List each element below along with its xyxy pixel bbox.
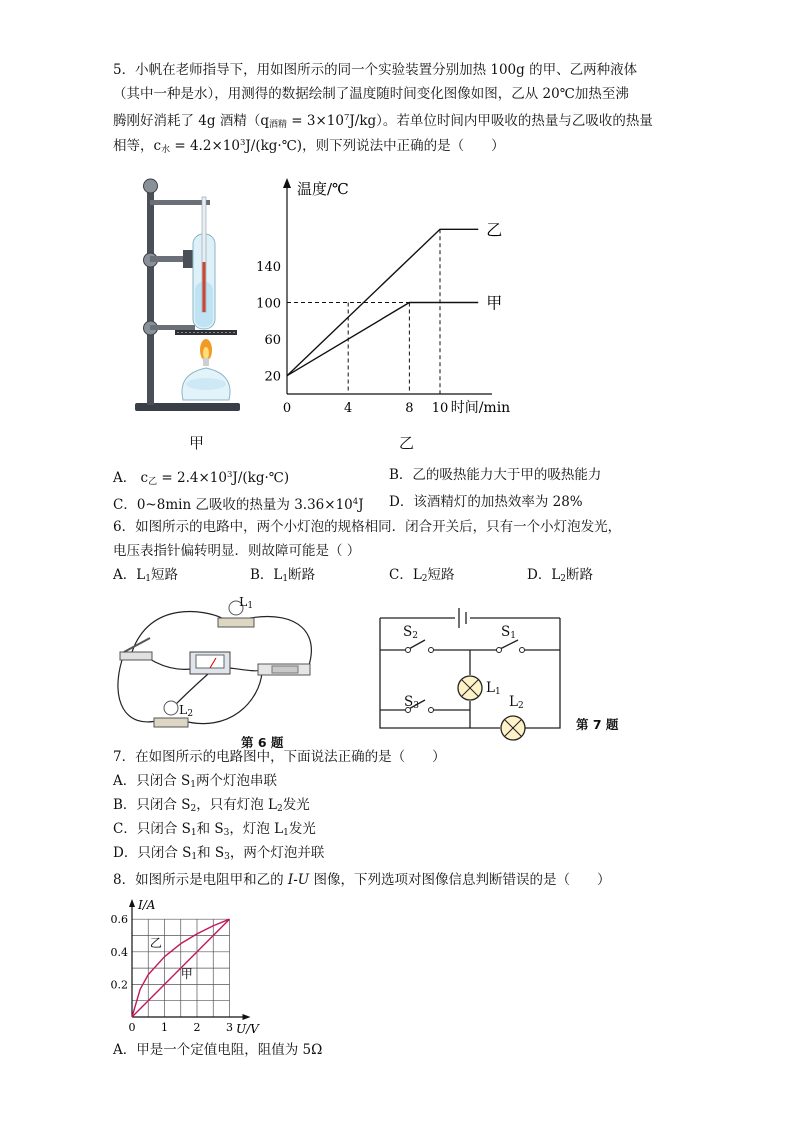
q7-figure-caption: 第 7 题 bbox=[576, 717, 619, 732]
q6-option-b[interactable]: B．$L_1$断路 bbox=[250, 567, 316, 584]
graph-caption: 乙 bbox=[399, 434, 415, 452]
series-label-甲: 甲 bbox=[180, 966, 193, 981]
x-tick-label: 4 bbox=[344, 401, 353, 416]
y-axis-arrow bbox=[283, 178, 291, 188]
x-tick-label: 0 bbox=[282, 401, 292, 416]
q5-option-b[interactable]: B．乙的吸热能力大于甲的吸热能力 bbox=[389, 467, 602, 483]
voltmeter-icon bbox=[190, 652, 230, 674]
q7-label-s3: $S_3$ bbox=[404, 694, 419, 711]
current-voltage-chart bbox=[110, 895, 280, 1040]
q5-stem-line4: 相等，$c_水$ = $4.2\times 10^3J/(kg\cdot℃)$，则下列说法中正确的是（ ） bbox=[113, 138, 505, 155]
x-axis-label: 时间/min bbox=[450, 400, 511, 416]
apparatus-caption: 甲 bbox=[189, 434, 205, 452]
q6-stem-line2: 电压表指针偏转明显．则故障可能是（ ） bbox=[113, 543, 361, 559]
q5-stem-line1: 5．小帆在老师指导下，用如图所示的同一个实验装置分别加热 100g 的甲、乙两种液体 bbox=[113, 62, 638, 78]
q7-label-s2: $S_2$ bbox=[403, 624, 418, 641]
q6-stem-line1: 6．如图所示的电路中，两个小灯泡的规格相同．闭合开关后，只有一个小灯泡发光， bbox=[113, 519, 622, 535]
q8-option-a[interactable]: A．甲是一个定值电阻，阻值为 5Ω bbox=[113, 1042, 323, 1058]
q7-option-c[interactable]: C．只闭合 $S_1$和 $S_3$，灯泡 $L_1$发光 bbox=[113, 821, 316, 838]
y-tick-label: 0.6 bbox=[110, 913, 128, 927]
q8-stem: 8．如图所示是电阻甲和乙的 I-U 图像，下列选项对图像信息判断错误的是（ ） bbox=[113, 872, 611, 888]
q5-stem-line3: 腾刚好消耗了 4g 酒精$(q_{酒精} = 3\times 10^7J/kg)$。若单位时间内甲吸收的热量与乙吸收的热量 bbox=[113, 113, 653, 130]
x-axis-arrow bbox=[243, 1014, 251, 1020]
heating-apparatus-figure bbox=[125, 172, 250, 417]
q6-option-c[interactable]: C．$L_2$短路 bbox=[389, 567, 455, 584]
q7-label-l1: $L_1$ bbox=[486, 680, 501, 697]
y-tick-label: 100 bbox=[256, 296, 281, 312]
x-tick-label: 2 bbox=[193, 1021, 201, 1034]
lamp-l1-icon bbox=[458, 676, 482, 700]
y-tick-label: 0.4 bbox=[110, 945, 128, 959]
q7-label-l2: $L_2$ bbox=[509, 694, 524, 711]
q5-option-d[interactable]: D．该酒精灯的加热效率为 28% bbox=[389, 494, 583, 510]
x-tick-label: 8 bbox=[405, 401, 414, 416]
q6-option-a[interactable]: A．$L_1$短路 bbox=[113, 567, 178, 584]
lamp-l2-icon bbox=[501, 716, 525, 740]
y-tick-label: 0.2 bbox=[110, 978, 128, 992]
q6-option-d[interactable]: D．$L_2$断路 bbox=[527, 567, 594, 584]
q5-stem-line2: （其中一种是水），用测得的数据绘制了温度随时间变化图像如图，乙从 20℃加热至沸 bbox=[113, 86, 629, 102]
series-line-甲 bbox=[287, 303, 478, 376]
x-axis-label: U/V bbox=[236, 1022, 259, 1036]
q6-label-l2: $L_2$ bbox=[179, 702, 194, 719]
y-tick-label: 60 bbox=[264, 333, 281, 349]
series-label-乙: 乙 bbox=[486, 220, 503, 240]
q7-option-b[interactable]: B．只闭合 $S_2$，只有灯泡 $L_2$发光 bbox=[113, 797, 310, 814]
x-tick-label: 3 bbox=[226, 1021, 233, 1034]
y-axis-arrow bbox=[129, 899, 135, 907]
x-tick-label: 0 bbox=[128, 1021, 136, 1034]
physical-circuit-figure bbox=[110, 590, 325, 740]
q5-option-c[interactable]: C．0~8min 乙吸收的热量为 $3.36\times 10^4J$ bbox=[113, 497, 364, 513]
x-tick-label: 10 bbox=[431, 401, 449, 416]
q6-label-l1: $L_1$ bbox=[239, 594, 254, 611]
y-tick-label: 20 bbox=[264, 369, 281, 385]
q7-label-s1: $S_1$ bbox=[501, 624, 516, 641]
y-axis-label: I/A bbox=[138, 898, 156, 912]
x-tick-label: 1 bbox=[161, 1021, 168, 1034]
temperature-time-chart bbox=[256, 172, 530, 432]
y-axis-label: 温度/℃ bbox=[297, 180, 349, 198]
q6-figure-caption: 第 6 题 bbox=[241, 735, 284, 750]
series-label-乙: 乙 bbox=[149, 935, 162, 950]
y-tick-label: 140 bbox=[256, 259, 281, 275]
q5-option-a[interactable]: A． $c_乙$ = $2.4\times 10^3J/(kg\cdot℃)$ bbox=[113, 470, 290, 487]
q7-option-d[interactable]: D．只闭合 $S_1$和 $S_3$，两个灯泡并联 bbox=[113, 845, 325, 862]
q7-option-a[interactable]: A．只闭合 $S_1$两个灯泡串联 bbox=[113, 773, 278, 790]
battery-icon bbox=[258, 664, 310, 675]
q7-stem: 7．在如图所示的电路图中，下面说法正确的是（ ） bbox=[113, 749, 446, 765]
series-label-甲: 甲 bbox=[486, 293, 503, 313]
